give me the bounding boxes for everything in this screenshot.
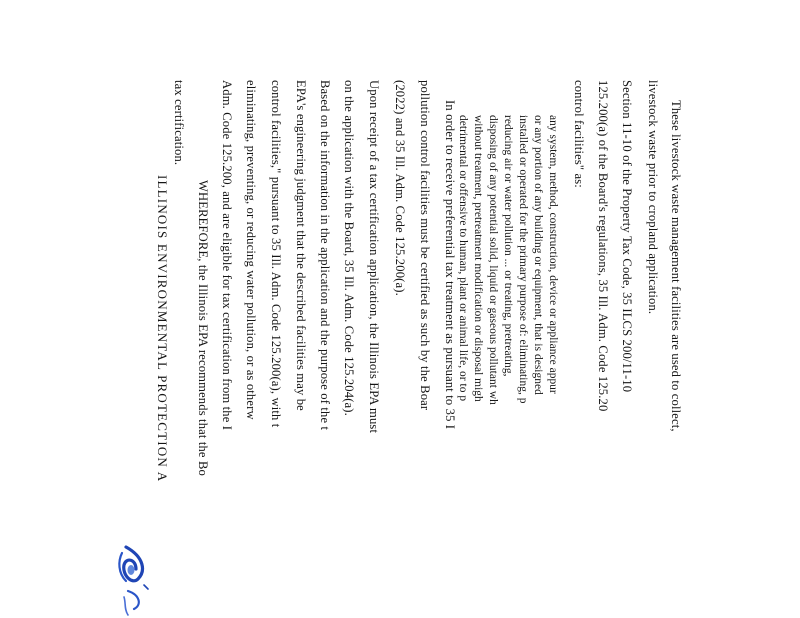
quote-line-3: installed or operated for the primary purpose of: eliminating, p: [517, 115, 529, 404]
paragraph-5-line-5: Adm. Code 125.200, and are eligible for tax certification from the I: [220, 80, 234, 431]
quote-line-4: reducing air or water pollution ... or treating, pretreating,: [502, 115, 514, 377]
paragraph-2-line-3: control facilities" as:: [572, 80, 586, 188]
paragraph-6-line-2: tax certification.: [172, 80, 186, 166]
paragraph-1-line-2: livestock waste prior to cropland application.: [646, 80, 660, 315]
signature-heading: ILLINOIS ENVIRONMENTAL PROTECTION A: [155, 175, 170, 483]
paragraph-5-line-3: control facilities," pursuant to 35 Ill. Adm. Code 125.200(a), with t: [269, 80, 283, 428]
paragraph-4-line-2: on the application with the Board, 35 Ill. Adm. Code 125.204(a).: [342, 80, 356, 416]
quote-line-7: detrimental or offensive to human, plant or animal life, or to p: [457, 115, 469, 402]
quote-line-2: or any portion of any building or equipment, that is designed: [532, 115, 544, 395]
paragraph-3-line-2: pollution control facilities must be certified as such by the Boar: [418, 80, 432, 411]
paragraph-3-line-1: In order to receive preferential tax treatment as pursuant to 35 I: [443, 100, 457, 430]
paragraph-5-line-4: eliminating, preventing, or reducing water pollution, or as otherw: [244, 80, 258, 420]
paragraph-1-line-1: These livestock waste management facilities are used to collect,: [669, 100, 683, 432]
quote-line-6: without treatment, pretreatment modification or disposal migh: [472, 115, 484, 402]
paragraph-2-line-1: Section 11-10 of the Property Tax Code, 35 ILCS 200/11-10: [620, 80, 634, 393]
illinois-epa-seal-icon: [116, 545, 152, 618]
paragraph-5-line-2: EPA's engineering judgment that the described facilities may be: [294, 80, 308, 411]
quote-line-1: any system, method, construction, device or appliance appur: [547, 115, 559, 394]
rotated-scanned-page: [155, 0, 800, 618]
paragraph-6-line-1: WHEREFORE, the Illinois EPA recommends that the Bo: [196, 180, 210, 476]
paragraph-3-line-3: (2022) and 35 Ill. Adm. Code 125.200(a).: [393, 80, 407, 296]
paragraph-4-line-1: Upon receipt of a tax certification application, the Illinois EPA must: [367, 80, 381, 434]
paragraph-5-line-1: Based on the information in the application and the purpose of the t: [318, 80, 332, 431]
quote-line-5: disposing of any potential solid, liquid or gaseous pollutant wh: [487, 115, 499, 405]
paragraph-2-line-2: 125.200(a) of the Board's regulations, 35 Ill. Adm. Code 125.20: [596, 80, 610, 412]
